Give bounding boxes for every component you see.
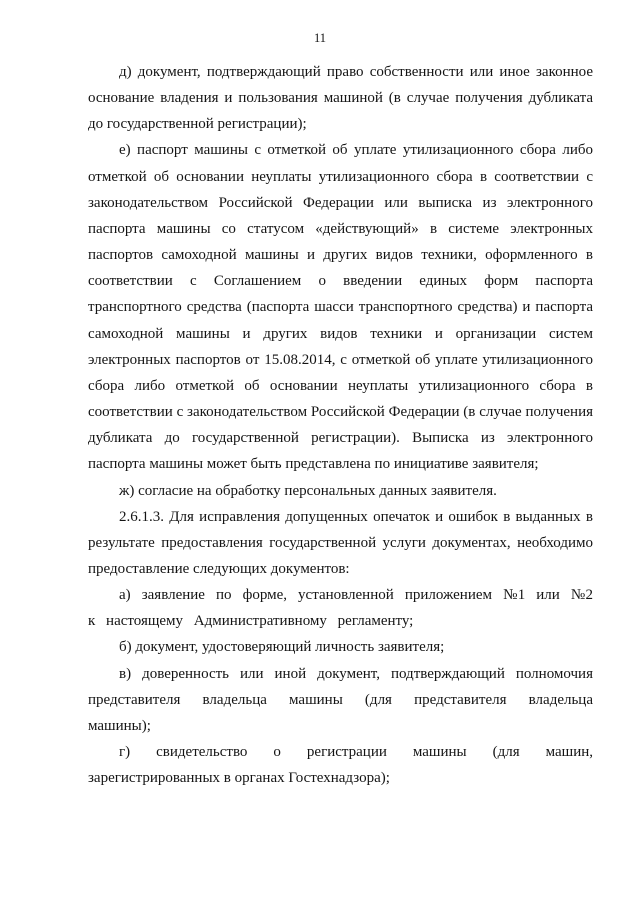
paragraph-g-word: регистрации	[306, 744, 387, 761]
paragraph-g-continuation: зарегистрированных в органах Гостехнадзора);	[88, 770, 390, 787]
paragraph-g-word: свидетельство	[156, 744, 248, 761]
paragraph-g-word: (для	[492, 744, 520, 761]
paragraph-g-word: г)	[119, 744, 131, 761]
paragraph-b: б) документ, удостоверяющий личность заявителя;	[119, 639, 445, 656]
paragraph-a: а) заявление по форме, установленной приложением №1 или №2 к настоящему Административному регламенту;	[88, 587, 593, 630]
paragraph-g-first-line	[88, 739, 593, 765]
paragraph-e: е) паспорт машины с отметкой об уплате утилизационного сбора либо отметкой об основании неуплаты утилизационного сбора в соответствии с законодательством Российской Федерации или выписка из электронного паспорта машины со статусом «действующий» в системе электронных паспортов самоходной машины и других видов техники, оформленного в соответствии с Соглашением о введении единых форм паспорта транспортного средства (паспорта шасси транспортного средства) и паспорта самоходной машины и других видов техники и организации систем электронных паспортов от 15.08.2014, с отметкой об уплате утилизационного сбора либо отметкой об основании неуплаты утилизационного сбора в соответствии с законодательством Российской Федерации (в случае получения дубликата до государственной регистрации). Выписка из электронного паспорта машины может быть представлена по инициативе заявителя;	[88, 142, 593, 473]
page-number: 11	[313, 31, 327, 45]
paragraph-zh: ж) согласие на обработку персональных данных заявителя.	[119, 482, 497, 499]
document-body	[88, 59, 593, 791]
paragraph-g-word: машины	[412, 744, 467, 761]
paragraph-2-6-1-3: 2.6.1.3. Для исправления допущенных опечаток и ошибок в выданных в результате предоставления государственной услуги документах, необходимо предоставление следующих документов:	[88, 508, 593, 577]
paragraph-g-word: машин,	[545, 744, 593, 761]
paragraph-g-word: о	[273, 744, 281, 761]
paragraph-d: д) документ, подтверждающий право собственности или иное законное основание владения и пользования машиной (в случае получения дубликата до государственной регистрации);	[88, 64, 593, 133]
paragraph-v: в) доверенность или иной документ, подтверждающий полномочия представителя владельца машины (для представителя владельца машины);	[88, 665, 593, 734]
